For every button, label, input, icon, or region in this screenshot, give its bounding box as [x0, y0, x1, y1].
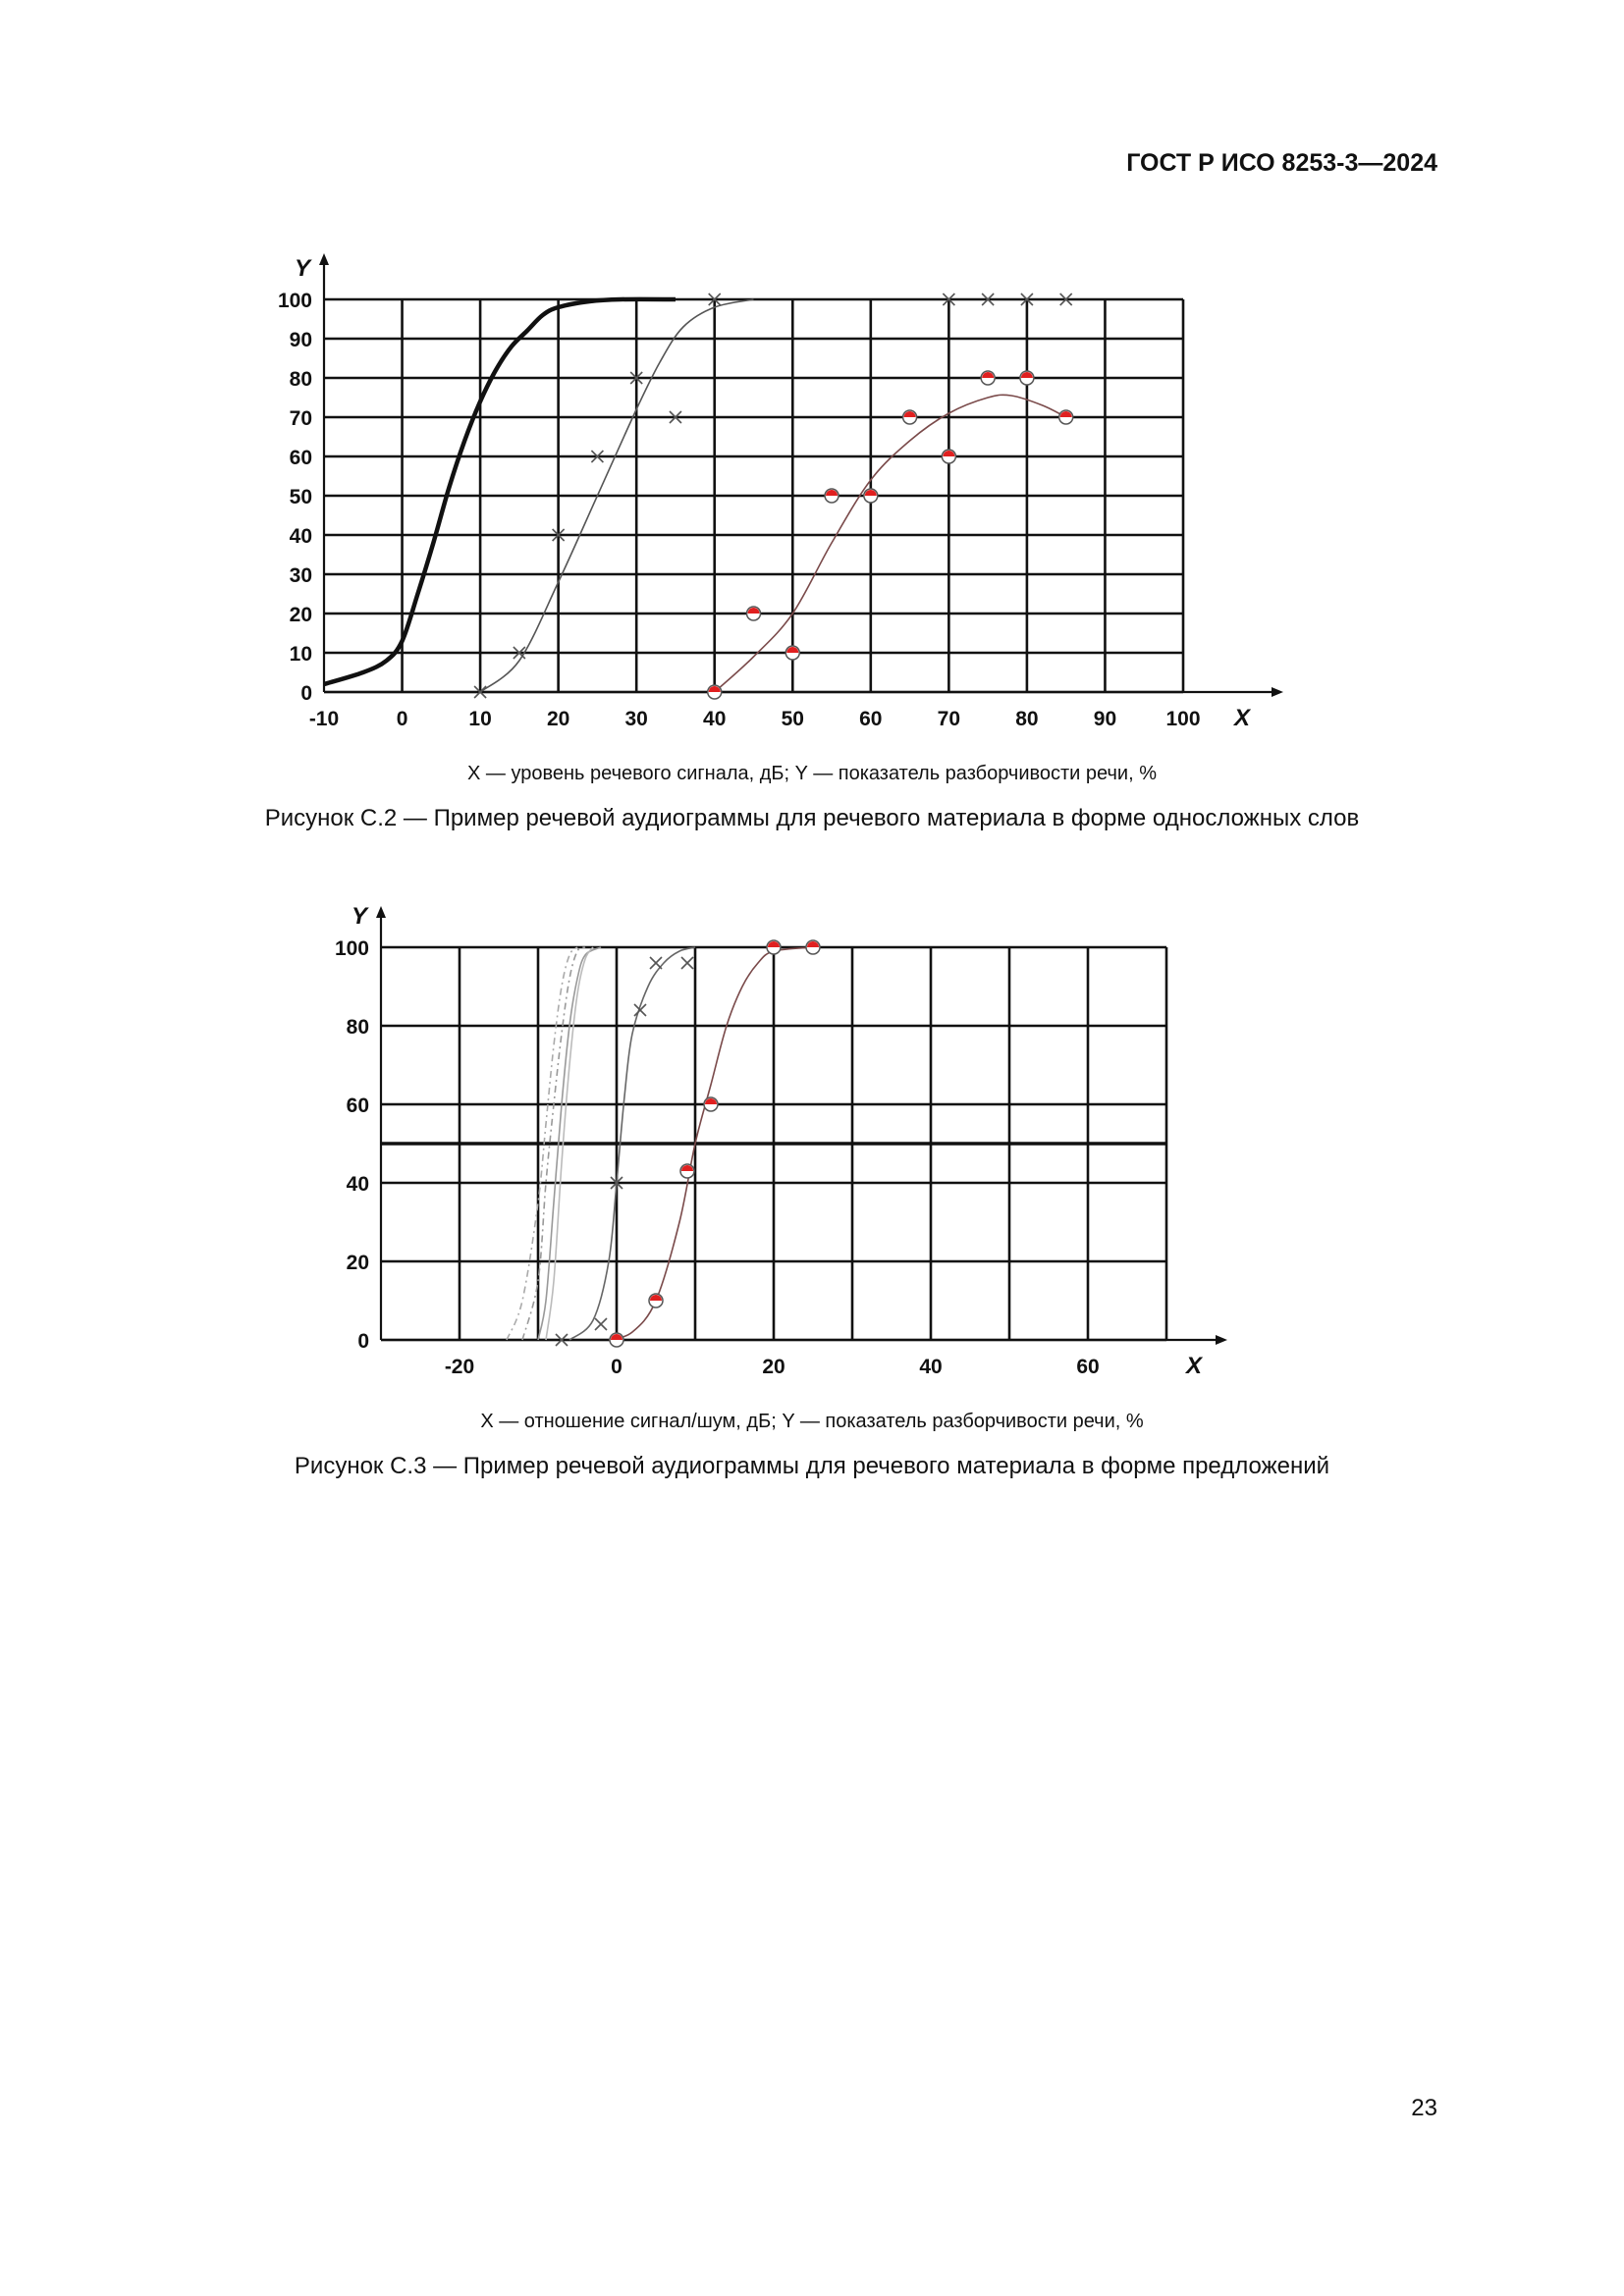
y-tick-label: 70 [289, 407, 312, 430]
y-tick-label: 0 [300, 682, 312, 705]
data-point-red-points [649, 1294, 663, 1308]
x-tick-label: 20 [762, 1356, 785, 1378]
x-axis-arrow [1272, 687, 1283, 697]
y-tick-label: 100 [277, 290, 312, 312]
y-tick-label: 30 [289, 564, 312, 587]
x-tick-label: 60 [859, 708, 883, 730]
data-point-red-points [1020, 371, 1034, 385]
data-point-red-points [747, 607, 761, 620]
y-axis-label: Y [295, 255, 311, 282]
y-tick-label: 40 [289, 525, 312, 548]
y-tick-label: 20 [346, 1252, 369, 1274]
y-tick-label: 60 [346, 1095, 369, 1117]
figure-caption-c3: Рисунок С.3 — Пример речевой аудиограммы для речевого материала в форме предложений [294, 1453, 1330, 1479]
y-tick-label: 80 [346, 1016, 369, 1039]
data-point-red-points [942, 450, 955, 463]
data-point-red-points [1059, 410, 1073, 424]
data-point-red-points [864, 489, 878, 503]
x-axis-arrow [1216, 1335, 1227, 1345]
data-point-gray-crosses [650, 957, 662, 969]
x-tick-label: 80 [1015, 708, 1039, 730]
data-point-red-points [767, 940, 781, 954]
y-tick-label: 50 [289, 486, 312, 508]
data-point-red-points [610, 1333, 623, 1347]
chart-figure-c3 [0, 874, 1624, 1404]
figure-legend-c3: X — отношение сигнал/шум, дБ; Y — показатель разборчивости речи, % [480, 1411, 1144, 1432]
x-tick-label: 40 [703, 708, 727, 730]
y-tick-label: 0 [357, 1330, 369, 1353]
x-tick-label: 100 [1165, 708, 1201, 730]
data-point-red-points [785, 646, 799, 660]
x-tick-label: -10 [308, 708, 340, 730]
document-header: ГОСТ Р ИСО 8253-3—2024 [1126, 149, 1437, 177]
data-point-red-points [704, 1097, 718, 1111]
data-point-red-points [806, 940, 820, 954]
y-tick-label: 40 [346, 1173, 369, 1196]
y-tick-label: 10 [289, 643, 312, 666]
y-tick-label: 60 [289, 447, 312, 469]
page-number: 23 [1411, 2095, 1437, 2121]
x-tick-label: 10 [468, 708, 492, 730]
data-point-red-points [825, 489, 839, 503]
y-tick-label: 20 [289, 604, 312, 626]
y-axis-arrow [319, 253, 329, 265]
data-point-gray-crosses [595, 1318, 607, 1330]
x-tick-label: 90 [1093, 708, 1117, 730]
x-tick-label: 70 [937, 708, 961, 730]
chart-figure-c2 [0, 216, 1624, 766]
x-tick-label: 50 [781, 708, 804, 730]
data-point-gray-crosses [681, 957, 693, 969]
figure-legend-c2: X — уровень речевого сигнала, дБ; Y — показатель разборчивости речи, % [467, 763, 1157, 784]
data-point-red-points [903, 410, 917, 424]
x-tick-label: 0 [396, 708, 408, 730]
x-axis-label: X [1234, 705, 1251, 731]
series-curve-reference-curve [324, 299, 676, 684]
x-tick-label: 60 [1076, 1356, 1100, 1378]
y-axis-label: Y [352, 903, 368, 930]
figure-caption-c2: Рисунок С.2 — Пример речевой аудиограммы для речевого материала в форме односложных слов [264, 805, 1360, 831]
x-tick-label: -20 [444, 1356, 475, 1378]
series-curve-red-fit [715, 395, 1066, 692]
x-tick-label: 30 [624, 708, 648, 730]
data-point-red-points [981, 371, 995, 385]
x-axis-label: X [1186, 1353, 1203, 1379]
y-tick-label: 90 [289, 329, 312, 351]
y-tick-label: 80 [289, 368, 312, 391]
y-axis-arrow [376, 906, 386, 918]
x-tick-label: 0 [611, 1356, 623, 1378]
data-point-red-points [708, 685, 722, 699]
x-tick-label: 40 [919, 1356, 943, 1378]
x-tick-label: 20 [546, 708, 570, 730]
y-tick-label: 100 [334, 937, 369, 960]
data-point-red-points [680, 1164, 694, 1178]
